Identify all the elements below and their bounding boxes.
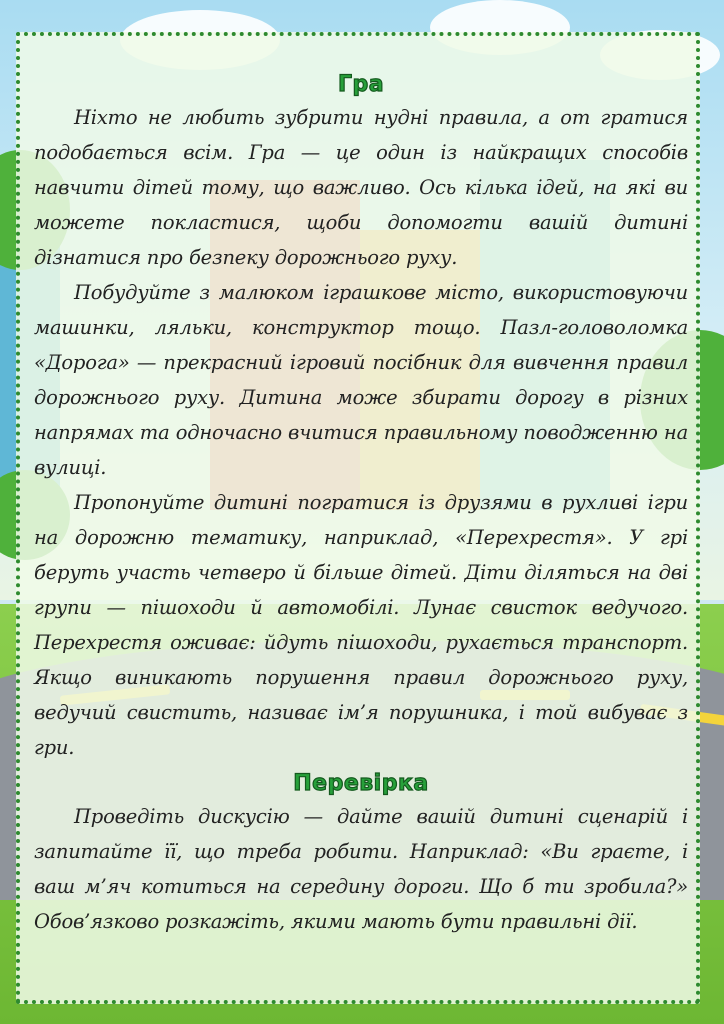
paragraph: Побудуйте з малюком іграшкове місто, використовуючи машинки, ляльки, конструктор тощо. Пазл-головоломка «Дорога» — прекрасний ігровий посібник для вивчення правил дорожнього руху. Дитина може збирати дорогу в різних напрямах та одночасно вчитися правильному поводженню на вулиці.	[34, 281, 688, 479]
paragraph: Ніхто не любить зубрити нудні правила, а от гратися подобається всім. Гра — це один із найкращих способів навчити дітей тому, що важливо. Ось кілька ідей, на які ви можете покластися, щоби допомогти вашій дитині дізнатися про безпеку дорожнього руху.	[34, 106, 688, 269]
section-heading-game: Гра	[337, 72, 385, 97]
paragraph: Пропонуйте дитині погратися із друзями в рухливі ігри на дорожню тематику, наприклад, «Перехрестя». У грі беруть участь четверо й більше дітей. Діти діляться на дві групи — пішоходи й автомобілі. Лунає свисток ведучого. Перехрестя оживає: йдуть пішоходи, рухається транспорт. Якщо виникають порушення правил дорожнього руху, ведучий свистить, називає ім’я порушника, і той вибуває з гри.	[34, 491, 688, 759]
section-heading-check: Перевірка	[293, 771, 429, 796]
document-body	[34, 70, 688, 939]
paragraph: Проведіть дискусію — дайте вашій дитині сценарій і запитайте її, що треба робити. Наприклад: «Ви граєте, і ваш м’яч котиться на середину дороги. Що б ти зробила?» Обов’язково розкажіть, якими мають бути правильні дії.	[34, 805, 688, 933]
